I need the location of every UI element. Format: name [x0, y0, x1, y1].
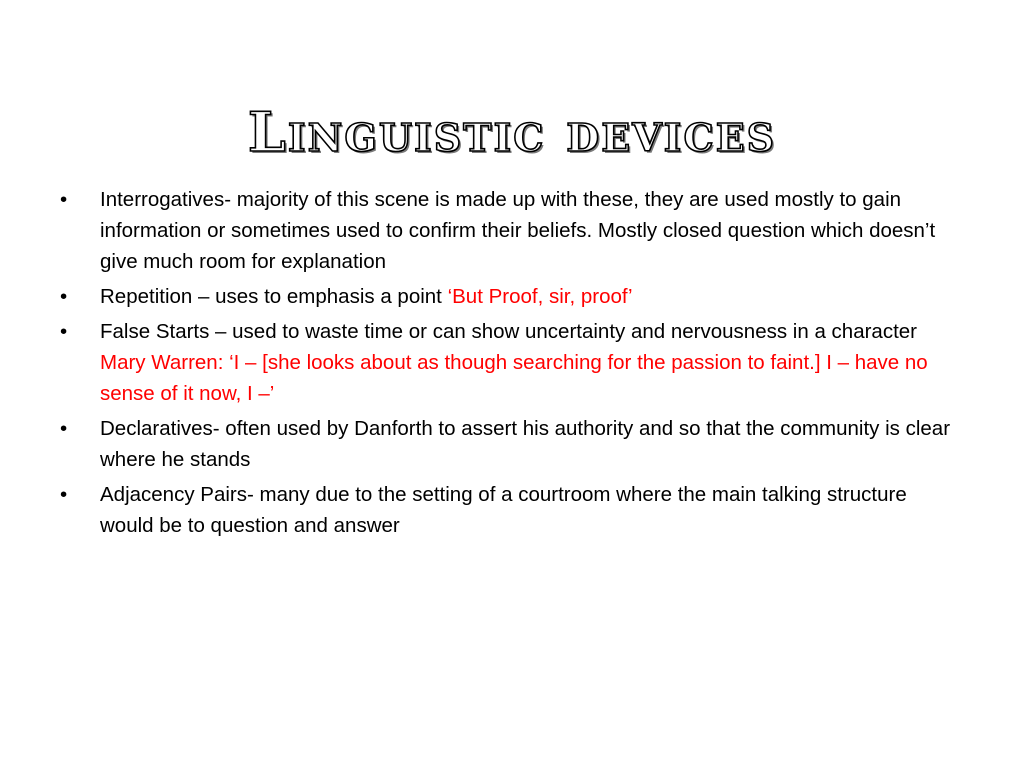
bullet-icon: •: [60, 417, 68, 440]
bullet-icon: •: [60, 320, 68, 343]
bullet-quote: ‘But Proof, sir, proof’: [447, 285, 633, 308]
bullet-text: Adjacency Pairs- many due to the setting of a courtroom where the main talking structure would be to question and answer: [100, 483, 907, 537]
bullet-item-adjacency-pairs: [60, 479, 960, 541]
slide-title: Linguistic devices: [247, 100, 777, 165]
bullet-icon: •: [60, 188, 68, 211]
bullet-icon: •: [60, 483, 68, 506]
bullet-item-declaratives: [60, 413, 960, 475]
bullet-item-repetition: [60, 281, 960, 312]
bullet-text: False Starts – used to waste time or can show uncertainty and nervousness in a character: [100, 320, 917, 343]
bullet-text: Interrogatives- majority of this scene is made up with these, they are used mostly to gain information or sometimes used to confirm their beliefs. Mostly closed question which doesn’t give much room for explanation: [100, 188, 936, 273]
bullet-item-interrogatives: [60, 184, 960, 277]
bullet-text: Repetition – uses to emphasis a point: [100, 285, 448, 308]
bullet-list: [60, 184, 960, 545]
bullet-icon: •: [60, 285, 68, 308]
bullet-text: Declaratives- often used by Danforth to assert his authority and so that the community is clear where he stands: [100, 417, 951, 471]
bullet-quote: Mary Warren: ‘I – [she looks about as though searching for the passion to faint.] I – have no sense of it now, I –’: [100, 351, 928, 405]
bullet-item-false-starts: [60, 316, 960, 409]
